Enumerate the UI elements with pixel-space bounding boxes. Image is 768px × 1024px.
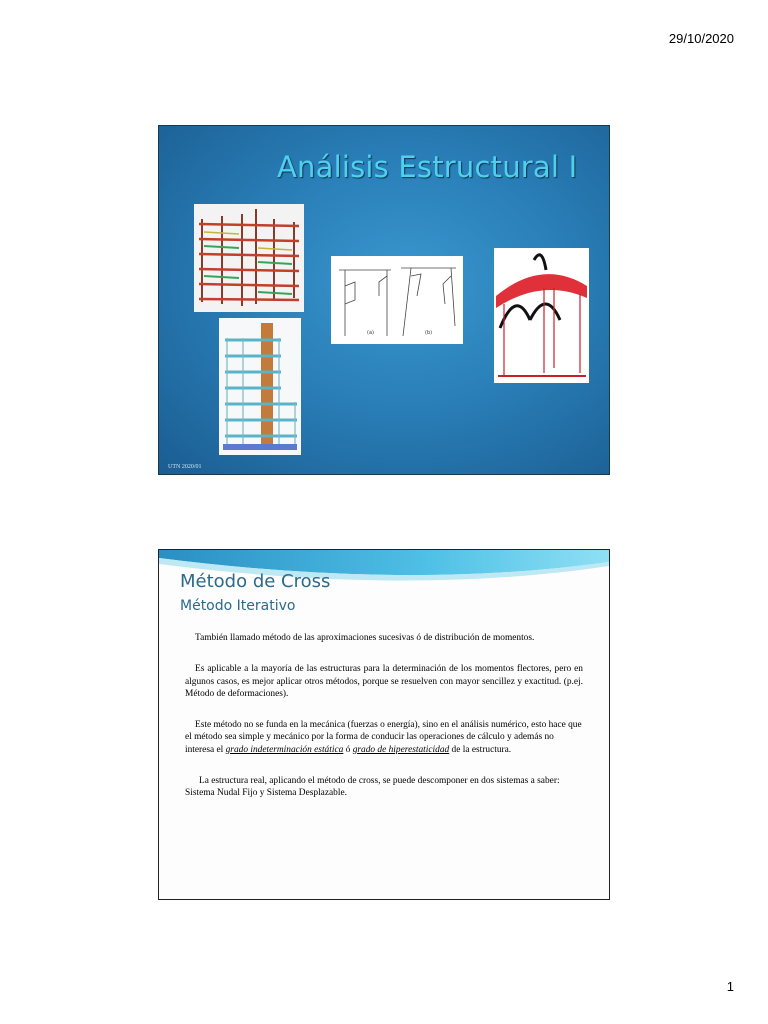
paragraph-3 <box>185 719 583 756</box>
header-date: 29/10/2020 <box>668 31 734 46</box>
slide-2-title: Método de Cross <box>180 571 331 592</box>
building-model-image <box>219 318 301 455</box>
slide-1 <box>158 125 610 475</box>
paragraph-2: Es aplicable a la mayoría de las estructuras para la determinación de los momentos flectores, pero en algunos casos, es mejor aplicar otros métodos, porque se resuelven con mayor sencillez y exactitud. (p.ej. Método de deformaciones). <box>185 664 583 699</box>
building-frame-image <box>194 204 304 312</box>
arch-bridge-image <box>494 248 589 383</box>
paragraph-4: La estructura real, aplicando el método de cross, se puede descomponer en dos sistemas a saber: Sistema Nudal Fijo y Sistema Desplazable. <box>185 776 560 799</box>
paragraph-1: También llamado método de las aproximaciones sucesivas ó de distribución de momentos. <box>195 633 535 643</box>
slide-2-subtitle: Método Iterativo <box>180 598 296 614</box>
slide-1-title: Análisis Estructural I <box>277 150 578 184</box>
paragraph-3-text-b: de la estructura. <box>451 744 512 755</box>
page-number: 1 <box>726 979 734 994</box>
paragraph-3-mid: ó <box>345 744 351 755</box>
paragraph-3-text-a: Este método no se funda en la mecánica (fuerzas o energía), sino en el análisis numérico, esto hace que el método sea simple y mecánico por la forma de conducir las operaciones de cálculo y además no interesa el <box>185 720 582 755</box>
slide-1-footer: UTN 2020/01 <box>168 464 202 470</box>
link-grado-hiperestaticidad[interactable]: grado de hiperestaticidad <box>352 744 450 755</box>
svg-text:(b): (b) <box>425 330 433 336</box>
slide-2-body <box>185 632 583 819</box>
link-grado-indeterminacion[interactable]: grado indeterminación estática <box>225 744 344 755</box>
svg-text:(a): (a) <box>367 330 374 336</box>
slide-2 <box>158 549 610 900</box>
moment-diagram-image <box>331 256 463 344</box>
